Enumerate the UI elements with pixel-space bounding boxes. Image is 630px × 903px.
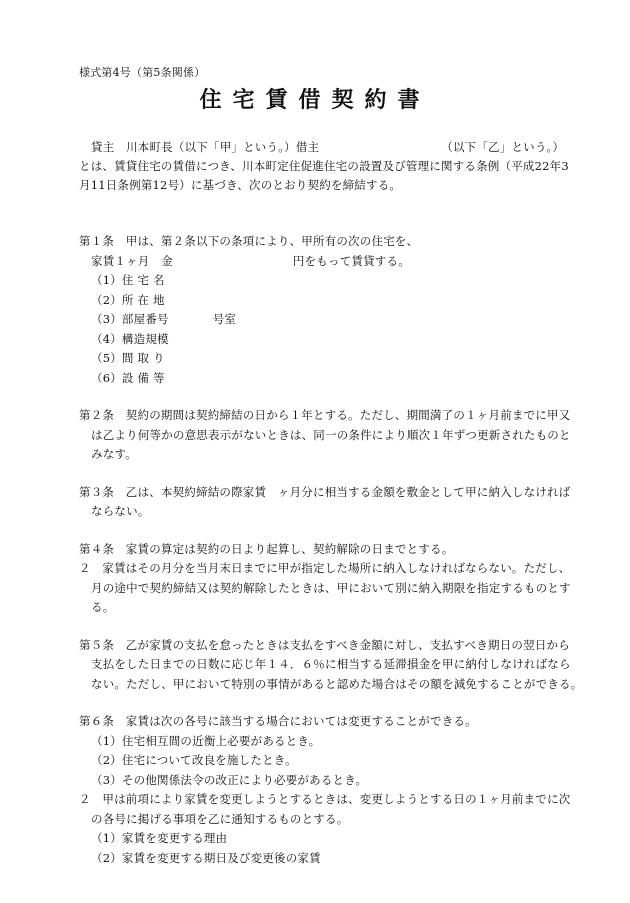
article-6 xyxy=(79,712,571,868)
document-title: 住宅賃借契約書 xyxy=(199,87,431,113)
article-1-item: （4）構造規模 xyxy=(91,331,169,346)
article-3-line: ならない。 xyxy=(91,504,150,518)
preamble-line-2: とは、賃貸住宅の賃借につき、川本町定住促進住宅の設置及び管理に関する条例（平成22年3 xyxy=(79,159,569,173)
article-1-item: （2）所 在 地 xyxy=(91,292,165,307)
article-6-item2: （2）家賃を変更する期日及び変更後の家賃 xyxy=(91,850,321,865)
article-6-item: （1）住宅相互間の近衡上必要があるとき。 xyxy=(91,733,321,748)
article-3-line: 第３条 乙は、本契約締結の際家賃 ヶ月分に相当する金額を敷金として甲に納入しなければ xyxy=(79,484,571,499)
preamble-line-3: 月11日条例第12号）に基づき、次のとおり契約を締結する。 xyxy=(79,178,402,192)
article-4-line: ２ 家賃はその月分を当月末日までに甲が指定した場所に納入しなければならない。ただし、 xyxy=(79,561,571,575)
article-1-head: 第１条 甲は、第２条以下の条項により、甲所有の次の住宅を、 xyxy=(79,234,419,248)
article-6-item2: （1）家賃を変更する理由 xyxy=(91,831,228,845)
article-2-line: は乙より何等かの意思表示がないときは、同一の条件により順次１年ずつ更新されたものと xyxy=(91,427,571,442)
article-1-item: （6）設 備 等 xyxy=(91,370,165,385)
article-1 xyxy=(79,232,559,388)
article-4-line: る。 xyxy=(91,600,115,614)
article-1-item: （5）間 取 り xyxy=(91,351,165,365)
article-4-line: 第４条 家賃の算定は契約の日より起算し、契約解除の日までとする。 xyxy=(79,541,454,556)
article-4 xyxy=(79,540,571,618)
article-5 xyxy=(79,636,583,695)
preamble xyxy=(79,138,569,195)
article-5-line: ない。ただし、甲において特別の事情があると認めた場合はその額を減免することができる。 xyxy=(91,676,583,691)
room-suffix: 号室 xyxy=(212,312,237,326)
articles xyxy=(79,232,583,886)
preamble-tenant-suffix: （以下「乙」という。） xyxy=(441,140,565,154)
article-2-line: 第２条 契約の期間は契約締結の日から１年とする。ただし、期間満了の１ヶ月前までに甲又 xyxy=(79,408,571,422)
article-3 xyxy=(79,483,571,522)
preamble-lessor: 貸主 川本町長（以下「甲」という。）借主 xyxy=(91,140,320,154)
rent-prefix: 家賃１ヶ月 金 xyxy=(91,253,173,268)
form-number: 様式第4号（第5条関係） xyxy=(79,66,206,79)
rent-suffix: 円をもって賃貸する。 xyxy=(292,253,410,268)
article-6-para2-line: の各号に掲げる事項を乙に通知するものとする。 xyxy=(91,811,349,826)
article-6-para2-line: ２ 甲は前項により家賃を変更しようとするときは、変更しようとする日の１ヶ月前までに次 xyxy=(79,792,571,806)
preamble-line-1 xyxy=(79,138,569,157)
article-1-item xyxy=(79,310,559,330)
article-2-line: みなす。 xyxy=(91,447,137,461)
article-5-line: 第５条 乙が家賃の支払を怠ったときは支払をすべき金額に対し、支払すべき期日の翌日から xyxy=(79,637,570,652)
article-4-line: 月の途中で契約締結又は契約解除したときは、甲において別に納入期限を指定するものとす xyxy=(91,580,571,595)
article-2 xyxy=(79,406,571,465)
article-1-item: （1）住 宅 名 xyxy=(91,273,165,287)
article-6-item: （2）住宅について改良を施したとき。 xyxy=(91,753,297,767)
article-6-item: （3）その他関係法令の改正により必要があるとき。 xyxy=(91,772,368,787)
article-1-rent xyxy=(79,252,559,272)
room-number-label: （3）部屋番号 xyxy=(91,312,169,326)
article-6-head: 第６条 家賃は次の各号に該当する場合においては変更することができる。 xyxy=(79,714,477,728)
article-5-line: 支払をした日までの日数に応じ年１４．６％に相当する延滞損金を甲に納付しなければなら xyxy=(91,657,571,671)
